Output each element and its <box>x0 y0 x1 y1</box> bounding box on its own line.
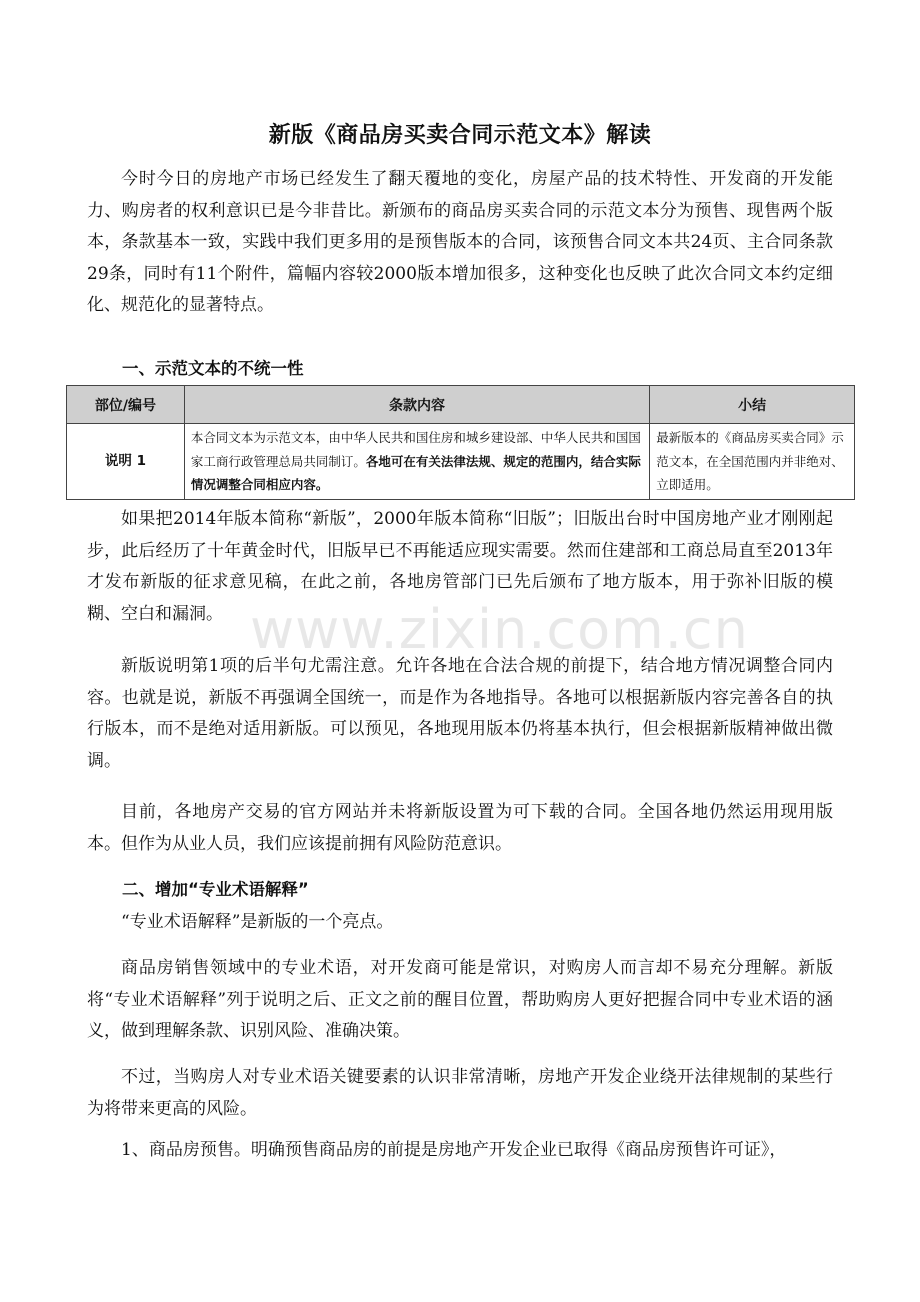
intro-paragraph: 今时今日的房地产市场已经发生了翻天覆地的变化，房屋产品的技术特性、开发商的开发能力、购房者的权利意识已是今非昔比。新颁布的商品房买卖合同的示范文本分为预售、现售两个版本，条款基本一致，实践中我们更多用的是预售版本的合同，该预售合同文本共24页、主合同条款29条，同时有11个附件，篇幅内容较2000版本增加很多，这种变化也反映了此次合同文本约定细化、规范化的显著特点。 <box>87 169 833 315</box>
cell-position: 说明 1 <box>67 424 185 500</box>
section-heading-1: 一、示范文本的不统一性 <box>122 359 304 378</box>
table-row <box>67 424 855 500</box>
table-header-row <box>67 386 855 424</box>
cell-content <box>184 424 649 500</box>
paragraph-4: “专业术语解释”是新版的一个亮点。 <box>121 912 394 932</box>
document-title: 新版《商品房买卖合同示范文本》解读 <box>268 123 652 148</box>
paragraph-3: 目前，各地房产交易的官方网站并未将新版设置为可下载的合同。全国各地仍然运用现用版本。但作为从业人员，我们应该提前拥有风险防范意识。 <box>87 802 833 854</box>
paragraph-2: 新版说明第1项的后半句尤需注意。允许各地在合法合规的前提下，结合地方情况调整合同内容。也就是说，新版不再强调全国统一，而是作为各地指导。各地可以根据新版内容完善各自的执行版本，而不是绝对适用新版。可以预见，各地现用版本仍将基本执行，但会根据新版精神做出微调。 <box>87 656 833 771</box>
header-content: 条款内容 <box>184 386 649 424</box>
cell-summary: 最新版本的《商品房买卖合同》示范文本，在全国范围内并非绝对、立即适用。 <box>650 424 855 500</box>
clause-table <box>66 385 855 500</box>
content-bold: 各地可在有关法律法规、规定的范围内，结合实际情况调整合同相应内容。 <box>190 453 641 492</box>
paragraph-5: 商品房销售领域中的专业术语，对开发商可能是常识，对购房人而言却不易充分理解。新版将“专业术语解释”列于说明之后、正文之前的醒目位置，帮助购房人更好把握合同中专业术语的涵义，做到理解条款、识别风险、准确决策。 <box>87 958 833 1041</box>
paragraph-6: 不过，当购房人对专业术语关键要素的认识非常清晰，房地产开发企业绕开法律规制的某些行为将带来更高的风险。 <box>87 1067 833 1119</box>
paragraph-1: 如果把2014年版本简称“新版”，2000年版本简称“旧版”；旧版出台时中国房地产业才刚刚起步，此后经历了十年黄金时代，旧版早已不再能适应现实需要。然而住建部和工商总局直至2013年才发布新版的征求意见稿，在此之前，各地房管部门已先后颁布了地方版本，用于弥补旧版的模糊、空白和漏洞。 <box>87 509 833 624</box>
watermark: www.zixin.com.cn <box>250 598 749 661</box>
section-heading-2: 二、增加“专业术语解释” <box>122 880 309 899</box>
header-position: 部位/编号 <box>67 386 185 424</box>
content-normal: 本合同文本为示范文本，由中华人民共和国住房和城乡建设部、中华人民共和国国家工商行政管理总局共同制订。 <box>190 430 641 469</box>
paragraph-7: 1、商品房预售。明确预售商品房的前提是房地产开发企业已取得《商品房预售许可证》， <box>121 1140 787 1160</box>
header-summary: 小结 <box>650 386 855 424</box>
